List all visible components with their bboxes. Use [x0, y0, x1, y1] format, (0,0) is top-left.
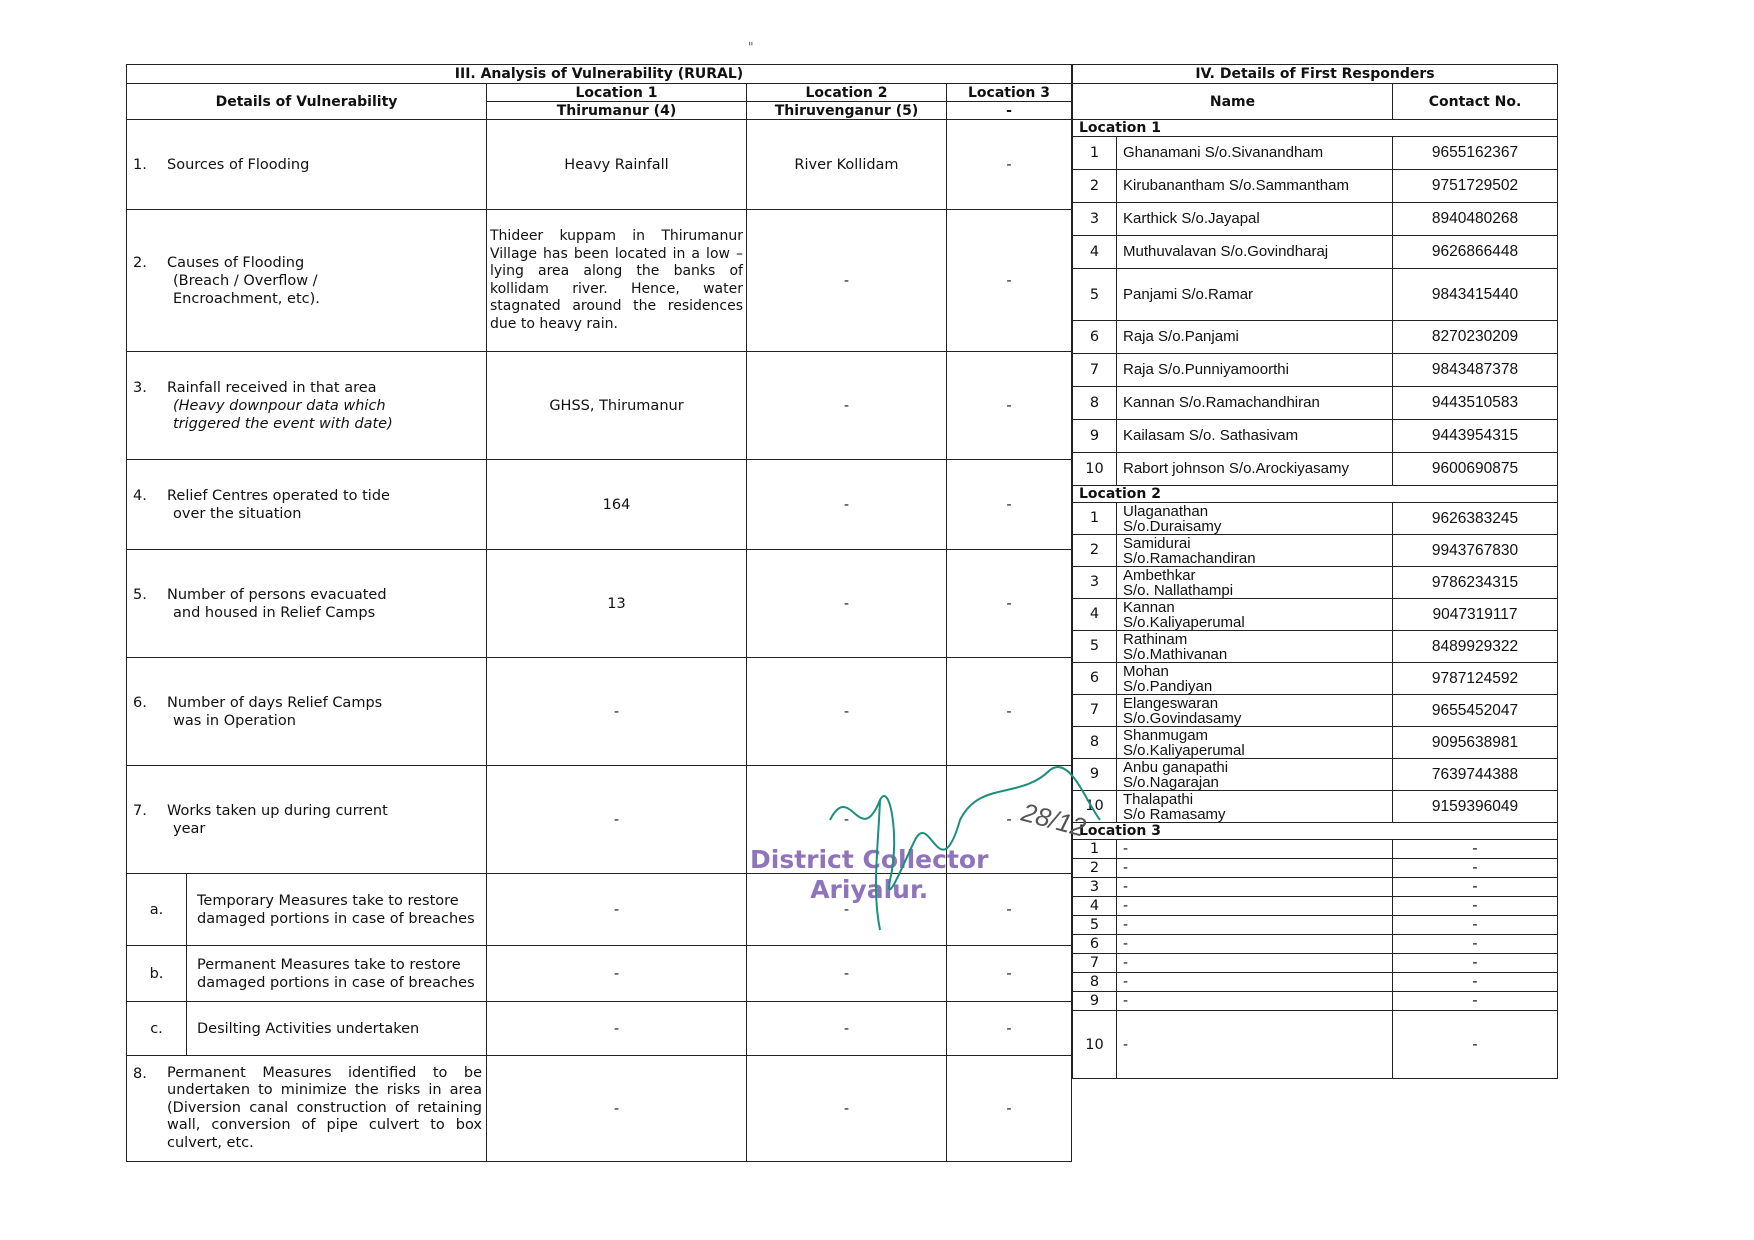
- responder-row: [1073, 631, 1558, 663]
- responder-number: 1: [1073, 840, 1117, 859]
- responder-number: 9: [1073, 992, 1117, 1011]
- responder-contact: -: [1393, 935, 1558, 954]
- responder-name-line2: S/o.Mathivanan: [1123, 645, 1228, 663]
- loc2-value: -: [747, 766, 947, 874]
- row-label-line2: was in Operation: [173, 712, 296, 729]
- row-label: Number of days Relief Camps: [167, 694, 383, 711]
- first-responders-table: [1072, 64, 1558, 1079]
- responder-name-line1: Anbu ganapathi: [1123, 758, 1229, 776]
- loc3-value: -: [947, 460, 1072, 550]
- responder-number: 2: [1073, 859, 1117, 878]
- stamp-line1: District Collector: [750, 845, 989, 874]
- responder-row: [1073, 954, 1558, 973]
- responder-contact: 8489929322: [1393, 631, 1558, 663]
- responder-row: [1073, 663, 1558, 695]
- responder-name: [1117, 503, 1393, 535]
- responder-contact: 9626866448: [1393, 236, 1558, 269]
- contact-header: Contact No.: [1393, 84, 1558, 120]
- responder-row: [1073, 420, 1558, 453]
- row-number: 7.: [133, 802, 147, 819]
- table-row: [127, 460, 1072, 550]
- responder-row: [1073, 992, 1558, 1011]
- responder-number: 8: [1073, 973, 1117, 992]
- loc2-value: -: [747, 874, 947, 946]
- responder-name: [1117, 759, 1393, 791]
- name-header: Name: [1073, 84, 1393, 120]
- loc3-value: -: [947, 766, 1072, 874]
- loc3-value: -: [947, 210, 1072, 352]
- responder-number: 5: [1073, 631, 1117, 663]
- responder-row: [1073, 973, 1558, 992]
- responder-name: [1117, 599, 1393, 631]
- responder-contact: 9443954315: [1393, 420, 1558, 453]
- responder-contact: 9600690875: [1393, 453, 1558, 486]
- responders-title: IV. Details of First Responders: [1073, 65, 1558, 84]
- row-label-line3: triggered the event with date): [173, 415, 393, 432]
- vulnerability-table: [126, 64, 1072, 1162]
- loc1-value: -: [487, 766, 747, 874]
- responder-row: [1073, 759, 1558, 791]
- responder-contact: 9655162367: [1393, 137, 1558, 170]
- stamp-line2: Ariyalur.: [810, 875, 929, 904]
- responder-name: Kirubanantham S/o.Sammantham: [1117, 170, 1393, 203]
- responder-name: [1117, 663, 1393, 695]
- responder-row: [1073, 453, 1558, 486]
- responder-contact: 9159396049: [1393, 791, 1558, 823]
- loc3-label: Location 3: [947, 84, 1072, 102]
- loc2-label: Location 2: [747, 84, 947, 102]
- table-row: [127, 352, 1072, 460]
- responder-name-line1: Ambethkar: [1123, 566, 1196, 584]
- responder-number: 2: [1073, 170, 1117, 203]
- row-label-line2: over the situation: [173, 505, 302, 522]
- responder-number: 6: [1073, 663, 1117, 695]
- responder-contact: 7639744388: [1393, 759, 1558, 791]
- row-label: Causes of Flooding: [167, 254, 305, 271]
- responder-contact: -: [1393, 954, 1558, 973]
- loc3-value: -: [947, 120, 1072, 210]
- responder-row: [1073, 727, 1558, 759]
- responder-contact: 8940480268: [1393, 203, 1558, 236]
- responder-contact: -: [1393, 916, 1558, 935]
- svg-text:28/12: 28/12: [1018, 796, 1090, 843]
- responder-contact: 9751729502: [1393, 170, 1558, 203]
- responder-row: [1073, 137, 1558, 170]
- loc2-value: -: [747, 946, 947, 1002]
- responder-contact: 9655452047: [1393, 695, 1558, 727]
- loc1-value: 13: [487, 550, 747, 658]
- responder-name: Kailasam S/o. Sathasivam: [1117, 420, 1393, 453]
- responder-contact: 9943767830: [1393, 535, 1558, 567]
- responder-number: 9: [1073, 759, 1117, 791]
- responder-number: 5: [1073, 269, 1117, 321]
- responder-row: [1073, 354, 1558, 387]
- responder-row: [1073, 859, 1558, 878]
- responder-number: 4: [1073, 897, 1117, 916]
- responder-contact: 9787124592: [1393, 663, 1558, 695]
- responder-name-line2: S/o.Kaliyaperumal: [1123, 741, 1245, 759]
- responder-name-line2: S/o. Nallathampi: [1123, 581, 1234, 599]
- signature-image: [820, 760, 1120, 940]
- responder-name-line2: S/o.Kaliyaperumal: [1123, 613, 1245, 631]
- location3-label: Location 3: [1073, 823, 1558, 840]
- responder-name-line1: Thalapathi: [1123, 790, 1194, 808]
- row-label: Relief Centres operated to tide: [167, 487, 390, 504]
- responder-name: [1117, 791, 1393, 823]
- loc3-value: -: [947, 550, 1072, 658]
- responder-contact: 9843415440: [1393, 269, 1558, 321]
- responder-number: 3: [1073, 567, 1117, 599]
- responder-number: 3: [1073, 203, 1117, 236]
- loc3-name: -: [947, 102, 1072, 120]
- loc1-value: GHSS, Thirumanur: [487, 352, 747, 460]
- responder-name-line1: Samidurai: [1123, 534, 1191, 552]
- table-row: [127, 946, 1072, 1002]
- loc3-value: -: [947, 352, 1072, 460]
- responder-contact: 9786234315: [1393, 567, 1558, 599]
- responder-number: 10: [1073, 1011, 1117, 1079]
- responder-row: [1073, 935, 1558, 954]
- responder-row: [1073, 878, 1558, 897]
- responder-row: [1073, 1011, 1558, 1079]
- loc2-value: -: [747, 658, 947, 766]
- table-row: [127, 658, 1072, 766]
- responder-name-line2: S/o.Govindasamy: [1123, 709, 1242, 727]
- responder-row: [1073, 321, 1558, 354]
- loc1-value: Heavy Rainfall: [487, 120, 747, 210]
- loc1-value: -: [487, 1056, 747, 1162]
- responder-row: [1073, 897, 1558, 916]
- loc3-value: -: [947, 1056, 1072, 1162]
- responder-name: Karthick S/o.Jayapal: [1117, 203, 1393, 236]
- loc1-name: Thirumanur (4): [487, 102, 747, 120]
- responder-contact: -: [1393, 992, 1558, 1011]
- responder-number: 8: [1073, 727, 1117, 759]
- responder-name: -: [1117, 859, 1393, 878]
- location1-label: Location 1: [1073, 120, 1558, 137]
- responder-contact: -: [1393, 840, 1558, 859]
- loc3-value: -: [947, 658, 1072, 766]
- loc1-value: -: [487, 946, 747, 1002]
- loc1-value: Thideer kuppam in Thirumanur Village has been located in a low – lying area along the banks of kollidam river. Hence, water stagnated around the residences due to heavy rain.: [487, 210, 747, 352]
- responder-number: 7: [1073, 695, 1117, 727]
- responder-row: [1073, 503, 1558, 535]
- row-label: Permanent Measures identified to be undertaken to minimize the risks in area (Diversion canal construction of retaining wall, conversion of pipe culvert to box culvert, etc.: [167, 1064, 482, 1151]
- responder-number: 5: [1073, 916, 1117, 935]
- responder-name: [1117, 631, 1393, 663]
- responder-name: Panjami S/o.Ramar: [1117, 269, 1393, 321]
- responder-number: 1: [1073, 503, 1117, 535]
- loc2-value: River Kollidam: [747, 120, 947, 210]
- responder-name: [1117, 567, 1393, 599]
- row-label-line2: (Heavy downpour data which: [173, 397, 386, 414]
- responder-name-line1: Rathinam: [1123, 630, 1188, 648]
- responder-number: 4: [1073, 599, 1117, 631]
- responder-contact: -: [1393, 878, 1558, 897]
- responder-number: 9: [1073, 420, 1117, 453]
- vulnerability-title: III. Analysis of Vulnerability (RURAL): [127, 65, 1072, 84]
- responder-name: -: [1117, 1011, 1393, 1079]
- table-row: [127, 1056, 1072, 1162]
- responder-name: Kannan S/o.Ramachandhiran: [1117, 387, 1393, 420]
- responder-contact: 9843487378: [1393, 354, 1558, 387]
- details-header: Details of Vulnerability: [127, 84, 487, 120]
- responder-name-line2: S/o.Pandiyan: [1123, 677, 1213, 695]
- row-number: 3.: [133, 379, 147, 396]
- responder-name: Rabort johnson S/o.Arockiyasamy: [1117, 453, 1393, 486]
- responder-name: Muthuvalavan S/o.Govindharaj: [1117, 236, 1393, 269]
- responder-contact: -: [1393, 897, 1558, 916]
- responder-name: [1117, 695, 1393, 727]
- row-number: c.: [127, 1002, 187, 1056]
- loc1-value: -: [487, 658, 747, 766]
- row-label: Sources of Flooding: [167, 156, 310, 173]
- responder-contact: 9095638981: [1393, 727, 1558, 759]
- row-label-line3: Encroachment, etc).: [173, 290, 320, 307]
- responder-number: 6: [1073, 935, 1117, 954]
- responder-row: [1073, 535, 1558, 567]
- row-label: Desilting Activities undertaken: [187, 1002, 487, 1056]
- table-row: [127, 120, 1072, 210]
- loc1-value: 164: [487, 460, 747, 550]
- responder-name: Raja S/o.Punniyamoorthi: [1117, 354, 1393, 387]
- loc1-label: Location 1: [487, 84, 747, 102]
- responder-number: 1: [1073, 137, 1117, 170]
- loc2-value: -: [747, 550, 947, 658]
- responder-name-line1: Elangeswaran: [1123, 694, 1219, 712]
- responder-name: -: [1117, 954, 1393, 973]
- responder-row: [1073, 269, 1558, 321]
- responder-name-line1: Kannan: [1123, 598, 1175, 616]
- row-label-line2: and housed in Relief Camps: [173, 604, 376, 621]
- responder-number: 8: [1073, 387, 1117, 420]
- loc2-name: Thiruvenganur (5): [747, 102, 947, 120]
- responder-name: -: [1117, 935, 1393, 954]
- row-label: Number of persons evacuated: [167, 586, 387, 603]
- responder-number: 7: [1073, 354, 1117, 387]
- responder-name-line1: Ulaganathan: [1123, 502, 1209, 520]
- responder-name: -: [1117, 916, 1393, 935]
- responder-name: -: [1117, 992, 1393, 1011]
- responder-row: [1073, 567, 1558, 599]
- loc2-value: -: [747, 460, 947, 550]
- table-row: [127, 210, 1072, 352]
- responder-name: -: [1117, 897, 1393, 916]
- loc2-value: -: [747, 352, 947, 460]
- row-label: Works taken up during current: [167, 802, 388, 819]
- loc2-value: -: [747, 1056, 947, 1162]
- scan-mark: ": [748, 40, 754, 54]
- row-label-line2: (Breach / Overflow /: [173, 272, 318, 289]
- row-label: Rainfall received in that area: [167, 379, 377, 396]
- responder-contact: -: [1393, 973, 1558, 992]
- responder-name: Ghanamani S/o.Sivanandham: [1117, 137, 1393, 170]
- row-number: 1.: [133, 156, 147, 173]
- responder-number: 6: [1073, 321, 1117, 354]
- loc3-value: -: [947, 946, 1072, 1002]
- responder-name: Raja S/o.Panjami: [1117, 321, 1393, 354]
- table-row: [127, 1002, 1072, 1056]
- responder-number: 2: [1073, 535, 1117, 567]
- table-row: [127, 550, 1072, 658]
- row-number: b.: [127, 946, 187, 1002]
- responder-name-line2: S/o.Nagarajan: [1123, 773, 1219, 791]
- responder-row: [1073, 695, 1558, 727]
- responder-name: [1117, 727, 1393, 759]
- responder-row: [1073, 236, 1558, 269]
- responder-row: [1073, 916, 1558, 935]
- row-number: 4.: [133, 487, 147, 504]
- responder-name: -: [1117, 840, 1393, 859]
- row-label: Temporary Measures take to restore damaged portions in case of breaches: [187, 874, 487, 946]
- responder-name: -: [1117, 973, 1393, 992]
- responder-contact: 9443510583: [1393, 387, 1558, 420]
- responder-number: 10: [1073, 791, 1117, 823]
- responder-name: [1117, 535, 1393, 567]
- responder-contact: -: [1393, 1011, 1558, 1079]
- responder-row: [1073, 203, 1558, 236]
- responder-number: 10: [1073, 453, 1117, 486]
- responder-number: 4: [1073, 236, 1117, 269]
- loc3-value: -: [947, 874, 1072, 946]
- responder-row: [1073, 387, 1558, 420]
- responder-contact: 8270230209: [1393, 321, 1558, 354]
- row-number: 6.: [133, 694, 147, 711]
- responder-number: 3: [1073, 878, 1117, 897]
- row-number: 2.: [133, 254, 147, 271]
- responder-row: [1073, 170, 1558, 203]
- responder-contact: 9626383245: [1393, 503, 1558, 535]
- responder-contact: 9047319117: [1393, 599, 1558, 631]
- loc2-value: -: [747, 210, 947, 352]
- responder-name-line2: S/o.Ramachandiran: [1123, 549, 1256, 567]
- responder-contact: -: [1393, 859, 1558, 878]
- row-number: 8.: [133, 1065, 147, 1082]
- responder-name-line1: Shanmugam: [1123, 726, 1209, 744]
- responder-name-line2: S/o.Duraisamy: [1123, 517, 1222, 535]
- responder-row: [1073, 791, 1558, 823]
- row-number: 5.: [133, 586, 147, 603]
- responder-name-line2: S/o Ramasamy: [1123, 805, 1226, 823]
- location2-label: Location 2: [1073, 486, 1558, 503]
- row-number: a.: [127, 874, 187, 946]
- loc2-value: -: [747, 1002, 947, 1056]
- loc1-value: -: [487, 1002, 747, 1056]
- row-label: Permanent Measures take to restore damaged portions in case of breaches: [187, 946, 487, 1002]
- responder-name: -: [1117, 878, 1393, 897]
- responder-name-line1: Mohan: [1123, 662, 1169, 680]
- row-label-line2: year: [173, 820, 206, 837]
- responder-row: [1073, 599, 1558, 631]
- loc1-value: -: [487, 874, 747, 946]
- responder-number: 7: [1073, 954, 1117, 973]
- responder-row: [1073, 840, 1558, 859]
- loc3-value: -: [947, 1002, 1072, 1056]
